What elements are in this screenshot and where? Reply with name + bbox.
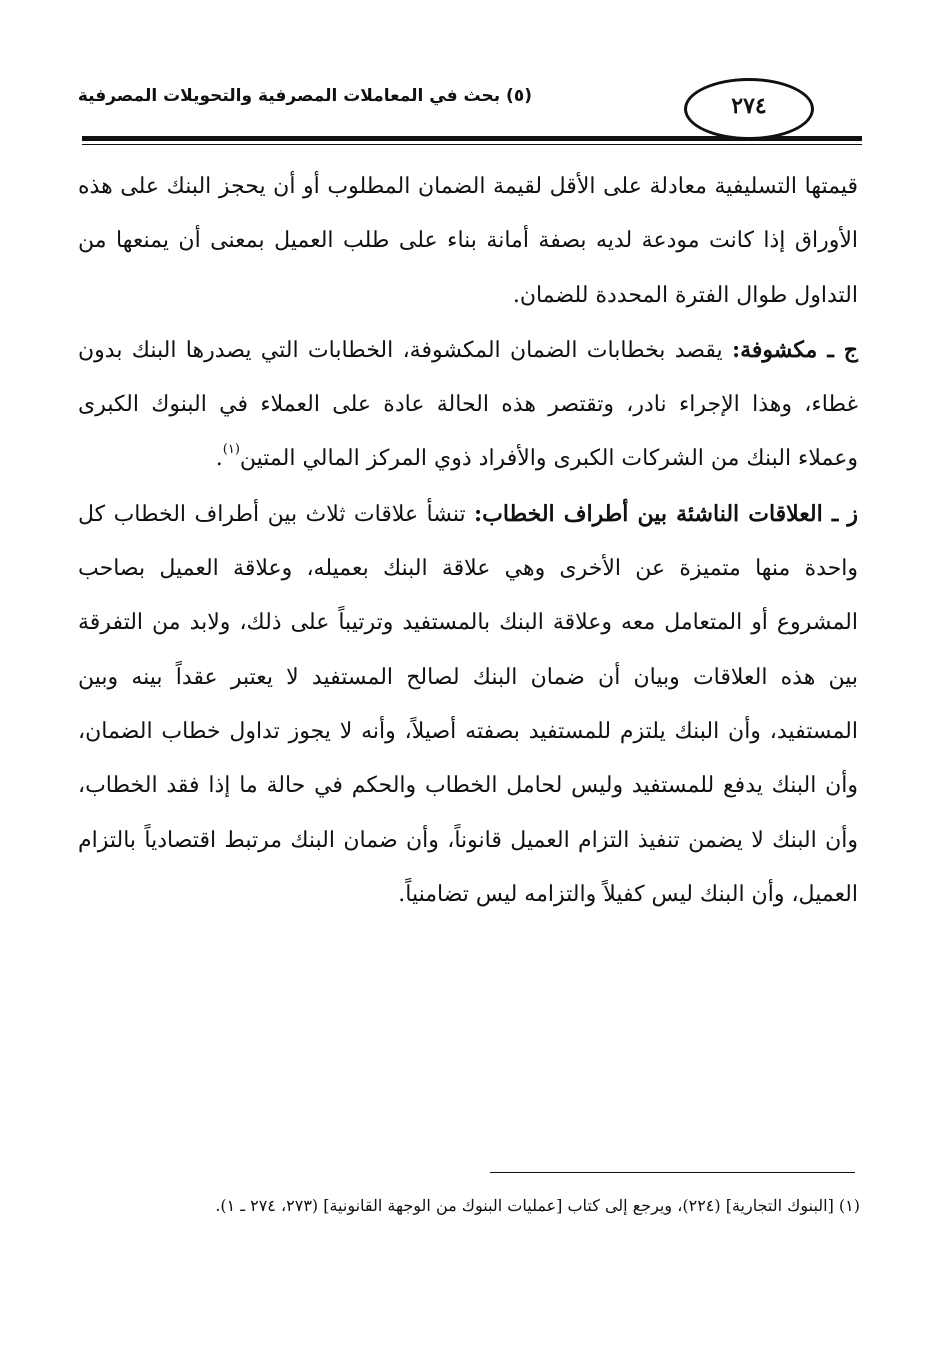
footnote-reference: (١)	[222, 442, 240, 458]
main-text	[78, 160, 858, 922]
paragraph-1: قيمتها التسليفية معادلة على الأقل لقيمة الضمان المطلوب أو أن يحجز البنك على هذه الأوراق إذا كانت مودعة لديه بصفة أمانة بناء على طلب العميل بمعنى أن يمنعها من التداول طوال الفترة المحددة للضمان.	[78, 174, 858, 308]
header-rule-thin	[82, 144, 862, 145]
paragraph-3-heading: ز ـ العلاقات الناشئة بين أطراف الخطاب:	[474, 500, 858, 527]
paragraph-3-text: تنشأ علاقات ثلاث بين أطراف الخطاب كل واحدة منها متميزة عن الأخرى وهي علاقة البنك بعميله، وعلاقة العميل بصاحب المشروع أو المتعامل معه وعلاقة البنك بالمستفيد وترتيباً على ذلك، ولابد من التفرقة بين هذه العلاقات وبيان أن ضمان البنك لصالح المستفيد لا يعتبر عقداً بينه وبين المستفيد، وأن البنك يلتزم للمستفيد بصفته أصيلاً، وأنه لا يجوز تداول خطاب الضمان، وأن البنك يدفع للمستفيد وليس لحامل الخطاب والحكم في حالة ما إذا فقد الخطاب، وأن البنك لا يضمن تنفيذ التزام العميل قانوناً، وأن ضمان البنك مرتبط اقتصادياً بالتزام العميل، وأن البنك ليس كفيلاً والتزامه ليس تضامنياً.	[78, 501, 858, 907]
running-title: (٥) بحث في المعاملات المصرفية والتحويلات المصرفية	[77, 86, 532, 106]
footnote-separator	[490, 1172, 855, 1173]
paragraph-2	[78, 323, 858, 487]
paragraph-2-heading: ج ـ مكشوفة:	[731, 336, 859, 363]
page-header	[72, 76, 862, 156]
paragraph-2-end: .	[215, 446, 223, 472]
paragraph-2-text: يقصد بخطابات الضمان المكشوفة، الخطابات التي يصدرها البنك بدون غطاء، وهذا الإجراء نادر، وتقتصر هذه الحالة عادة على العملاء في البنوك الكبرى وعملاء البنك من الشركات الكبرى والأفراد ذوي المركز المالي المتين	[78, 337, 858, 472]
paragraph-3	[78, 487, 858, 922]
footnote-1: (١) [البنوك التجارية] (٢٢٤)، ويرجع إلى كتاب [عمليات البنوك من الوجهة القانونية] (٢٧٣، ٢٧٤ ـ ١).	[215, 1196, 860, 1215]
page-number: ٢٧٤	[731, 93, 767, 119]
page-number-oval	[684, 78, 814, 140]
